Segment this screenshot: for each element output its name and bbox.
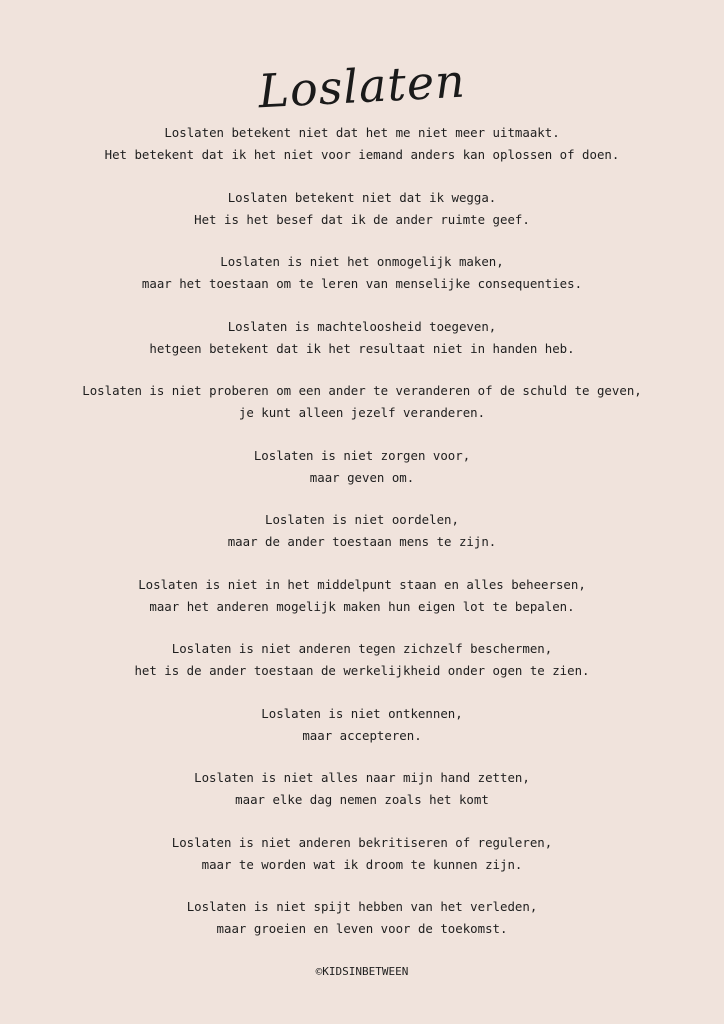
poem-line: Loslaten betekent niet dat het me niet meer uitmaakt. <box>164 125 560 140</box>
poem-body <box>0 122 724 961</box>
poem-line: Het is het besef dat ik de ander ruimte geef. <box>194 211 530 227</box>
poem-line: maar het toestaan om te leren van menselijke consequenties. <box>141 276 583 291</box>
poem-line: Het betekent dat ik het niet voor iemand anders kan oplossen of doen. <box>104 147 620 162</box>
poem-line: maar groeien en leven voor de toekomst. <box>216 921 508 936</box>
poem-line: maar geven om. <box>309 469 415 485</box>
page-title: Loslaten <box>257 53 467 119</box>
stanza <box>0 703 724 768</box>
stanza <box>0 122 724 187</box>
poem-line: Loslaten is machteloosheid toegeven, <box>227 318 497 334</box>
poem-line: maar elke dag nemen zoals het komt <box>235 792 489 807</box>
stanza <box>0 767 724 832</box>
poem-line: Loslaten is niet het onmogelijk maken, <box>220 254 504 269</box>
poem-line: Loslaten is niet ontkennen, <box>261 705 463 721</box>
stanza <box>0 445 724 510</box>
poem-line: Loslaten is niet oordelen, <box>265 512 459 527</box>
poem-line: Loslaten is niet spijt hebben van het verleden, <box>186 899 538 914</box>
stanza <box>0 832 724 897</box>
stanza <box>0 574 724 639</box>
stanza <box>0 251 724 316</box>
stanza <box>0 187 724 252</box>
poem-line: het is de ander toestaan de werkelijkheid onder ogen te zien. <box>134 663 590 678</box>
poem-line: Loslaten is niet anderen tegen zichzelf beschermen, <box>171 641 553 656</box>
copyright-footer: ©KIDSINBETWEEN <box>315 965 409 978</box>
poem-line: maar de ander toestaan mens te zijn. <box>227 534 497 549</box>
poem-line: Loslaten is niet in het middelpunt staan en alles beheersen, <box>138 576 586 592</box>
poem-line: hetgeen betekent dat ik het resultaat niet in handen heb. <box>149 340 575 356</box>
poem-line: Loslaten is niet zorgen voor, <box>253 447 471 463</box>
poem-line: maar te worden wat ik droom te kunnen zijn. <box>201 856 523 872</box>
poem-line: Loslaten is niet alles naar mijn hand zetten, <box>194 770 530 785</box>
poem-line: Loslaten is niet anderen bekritiseren of reguleren, <box>171 834 553 850</box>
stanza <box>0 896 724 961</box>
poem-line: je kunt alleen jezelf veranderen. <box>238 405 486 420</box>
poem-line: maar accepteren. <box>302 727 422 743</box>
stanza <box>0 316 724 381</box>
stanza <box>0 638 724 703</box>
stanza <box>0 509 724 574</box>
poem-line: Loslaten betekent niet dat ik wegga. <box>227 189 497 205</box>
stanza <box>0 380 724 445</box>
poem-line: Loslaten is niet proberen om een ander te veranderen of de schuld te geven, <box>82 383 642 398</box>
poem-line: maar het anderen mogelijk maken hun eigen lot te bepalen. <box>149 598 575 614</box>
